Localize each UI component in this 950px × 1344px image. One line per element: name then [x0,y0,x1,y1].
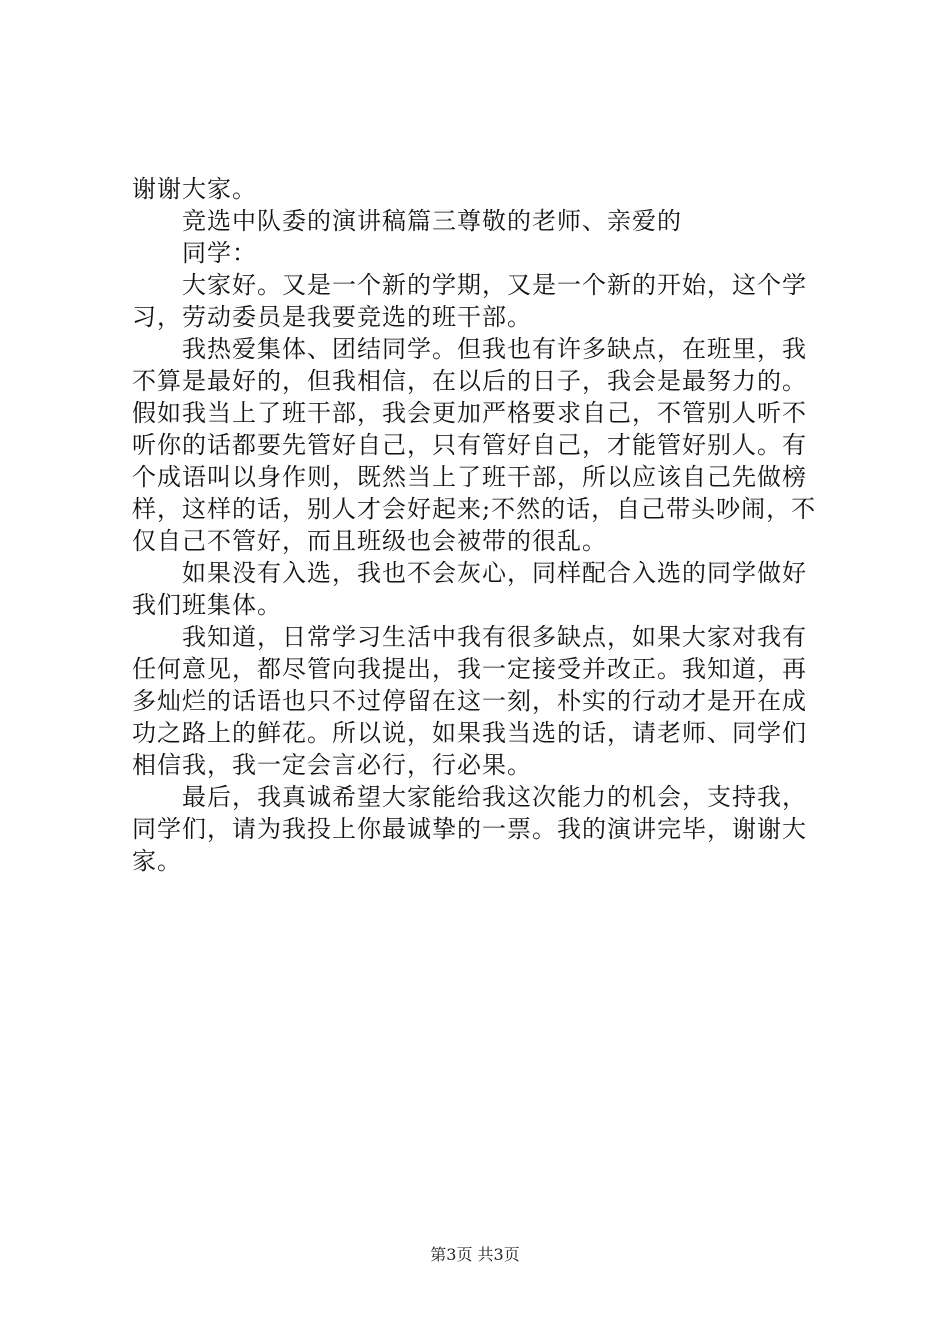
document-line: 样，这样的话，别人才会好起来;不然的话，自己带头吵闹，不 [132,495,817,523]
document-line: 多灿烂的话语也只不过停留在这一刻，朴实的行动才是开在成 [132,687,807,715]
document-line: 我知道，日常学习生活中我有很多缺点，如果大家对我有 [182,623,807,651]
document-line: 任何意见，都尽管向我提出，我一定接受并改正。我知道，再 [132,655,807,683]
document-line: 不算是最好的，但我相信，在以后的日子，我会是最努力的。 [132,367,807,395]
document-line: 如果没有入选，我也不会灰心，同样配合入选的同学做好 [182,559,807,587]
document-line: 同学们，请为我投上你最诚挚的一票。我的演讲完毕，谢谢大 [132,815,807,843]
document-line: 最后，我真诚希望大家能给我这次能力的机会，支持我， [182,783,807,811]
document-line: 个成语叫以身作则，既然当上了班干部，所以应该自己先做榜 [132,463,807,491]
document-line: 习，劳动委员是我要竞选的班干部。 [132,303,532,331]
document-line: 谢谢大家。 [132,175,257,203]
document-line: 假如我当上了班干部，我会更加严格要求自己，不管别人听不 [132,399,807,427]
document-line: 相信我，我一定会言必行，行必果。 [132,751,532,779]
document-line: 家。 [132,847,182,875]
document-line: 大家好。又是一个新的学期，又是一个新的开始，这个学 [182,271,807,299]
page-footer: 第3页 共3页 [430,1245,520,1264]
document-line: 听你的话都要先管好自己，只有管好自己，才能管好别人。有 [132,431,807,459]
document-line: 同学： [182,239,257,267]
document-line: 仅自己不管好，而且班级也会被带的很乱。 [132,527,607,555]
document-line: 我热爱集体、团结同学。但我也有许多缺点，在班里，我 [182,335,807,363]
document-body [132,173,832,877]
document-line: 竞选中队委的演讲稿篇三尊敬的老师、亲爱的 [182,207,682,235]
document-line: 我们班集体。 [132,591,282,619]
document-line: 功之路上的鲜花。所以说，如果我当选的话，请老师、同学们 [132,719,807,747]
